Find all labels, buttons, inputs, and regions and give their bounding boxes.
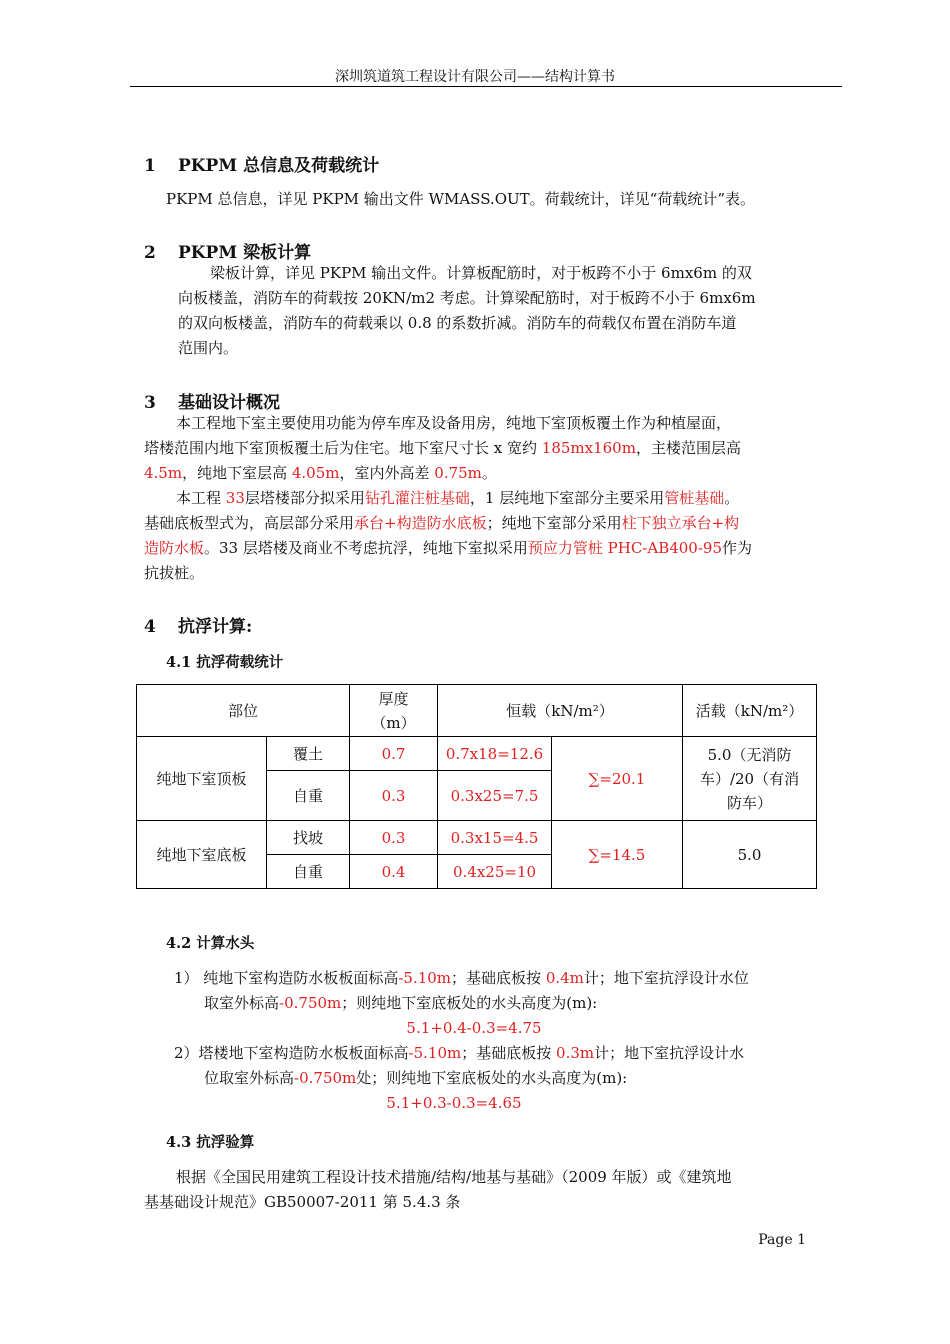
load-table	[136, 684, 817, 889]
th-thickness: 厚度 （m）	[350, 685, 438, 737]
table-row	[137, 737, 817, 771]
table-cell: 找坡	[267, 821, 350, 855]
table-cell: 0.3	[350, 821, 438, 855]
section-3-heading: 3 基础设计概况	[144, 393, 280, 413]
group-label: 纯地下室顶板	[137, 737, 267, 821]
section-1-text: PKPM 总信息，详见 PKPM 输出文件 WMASS.OUT。荷载统计，详见“荷载统计”表。	[166, 190, 755, 208]
live-load-cell: 5.0（无消防 车）/20（有消 防车）	[683, 737, 817, 821]
table-header-row	[137, 685, 817, 737]
table-cell: 0.3	[350, 771, 438, 821]
page-number: Page 1	[758, 1232, 806, 1248]
table-cell: 0.4	[350, 855, 438, 889]
table-cell: 自重	[267, 771, 350, 821]
table-row	[137, 821, 817, 855]
section-4-heading: 4 抗浮计算:	[144, 617, 253, 637]
water-head-item-2: 2）塔楼地下室构造防水板板面标高-5.10m；基础底板按 0.3m计；地下室抗浮设计水 位取室外标高-0.750m处；则纯地下室底板处的水头高度为(m): 5.1+0.3-0.3=4.65	[174, 1044, 745, 1112]
table-cell: 0.7	[350, 737, 438, 771]
table-cell: 自重	[267, 855, 350, 889]
live-load-cell: 5.0	[683, 821, 817, 889]
dead-load-sum: ∑=20.1	[552, 737, 683, 821]
section-2-paragraph: 梁板计算，详见 PKPM 输出文件。计算板配筋时，对于板跨不小于 6mx6m 的双 向板楼盖，消防车的荷载按 20KN/m2 考虑。计算梁配筋时，对于板跨不小于 6mx6m 的双向板楼盖，消防车的荷载乘以 0.8 的系数折减。消防车的荷载仅布置在消防车道 范围内。	[178, 264, 756, 357]
group-label: 纯地下室底板	[137, 821, 267, 889]
th-live-load: 活载（kN/m²）	[683, 685, 817, 737]
page-header: 深圳筑道筑工程设计有限公司——结构计算书	[335, 69, 615, 85]
subsection-4-2-heading: 4.2 计算水头	[166, 935, 255, 952]
table-cell: 覆土	[267, 737, 350, 771]
table-cell: 0.7x18=12.6	[438, 737, 552, 771]
section-2-heading: 2 PKPM 梁板计算	[144, 243, 312, 263]
section-1-heading: 1 PKPM 总信息及荷载统计	[144, 156, 380, 176]
subsection-4-1-heading: 4.1 抗浮荷载统计	[166, 654, 284, 671]
dead-load-sum: ∑=14.5	[552, 821, 683, 889]
water-head-item-1: 1） 纯地下室构造防水板板面标高-5.10m；基础底板按 0.4m计；地下室抗浮设计水位 取室外标高-0.750m；则纯地下室底板处的水头高度为(m): 5.1+0.4-0.3=4.75	[174, 969, 749, 1037]
header-rule	[130, 86, 842, 87]
th-dead-load: 恒载（kN/m²）	[438, 685, 683, 737]
subsection-4-3-heading: 4.3 抗浮验算	[166, 1134, 255, 1151]
verification-text: 根据《全国民用建筑工程设计技术措施/结构/地基与基础》（2009 年版）或《建筑地 基基础设计规范》GB50007-2011 第 5.4.3 条	[144, 1168, 732, 1211]
section-3-paragraph-1: 本工程地下室主要使用功能为停车库及设备用房，纯地下室顶板覆土作为种植屋面， 塔楼范围内地下室顶板覆土后为住宅。地下室尺寸长 x 宽约 185mx160m，主楼范围层高 4.5m，纯地下室层高 4.05m，室内外高差 0.75m。	[144, 414, 741, 482]
section-3-paragraph-2: 本工程 33层塔楼部分拟采用钻孔灌注桩基础，1 层纯地下室部分主要采用管桩基础。 基础底板型式为，高层部分采用承台+构造防水底板；纯地下室部分采用柱下独立承台+构 造防水板。33 层塔楼及商业不考虑抗浮，纯地下室拟采用预应力管桩 PHC-AB400-95作为 抗拔桩。	[144, 489, 753, 582]
table-cell: 0.3x15=4.5	[438, 821, 552, 855]
table-cell: 0.3x25=7.5	[438, 771, 552, 821]
table-cell: 0.4x25=10	[438, 855, 552, 889]
th-part: 部位	[137, 685, 350, 737]
